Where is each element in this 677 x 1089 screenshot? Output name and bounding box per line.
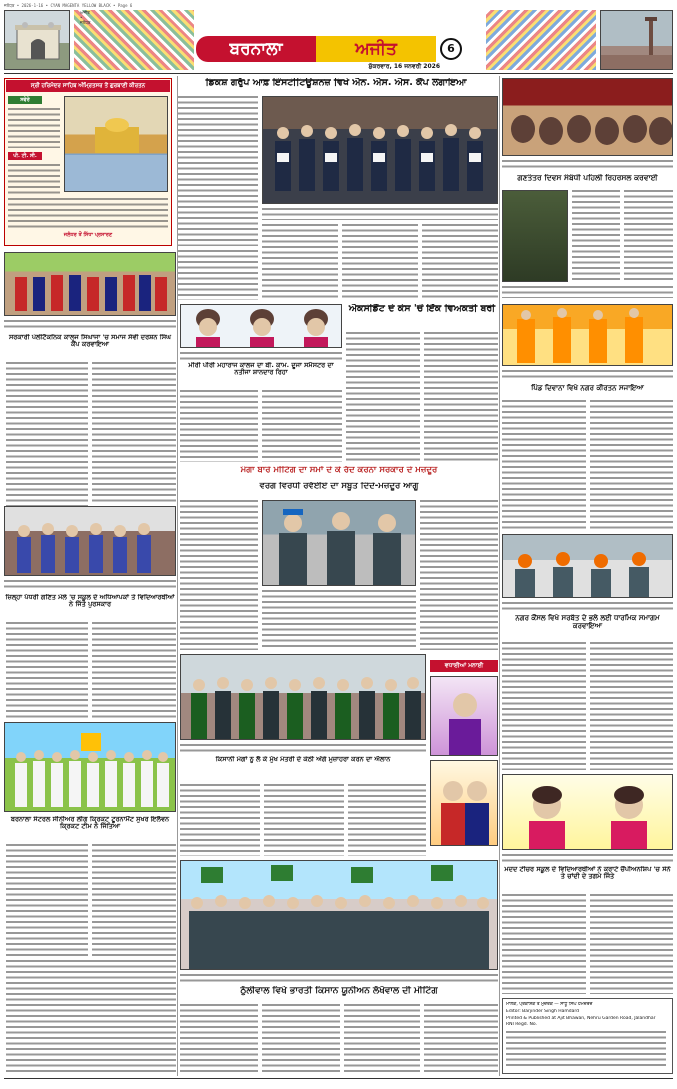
republic-day-col-2 <box>624 190 673 282</box>
math-fair-photo <box>4 506 176 576</box>
winning-students-art <box>503 775 673 850</box>
masthead-decor-right <box>486 10 596 70</box>
page-number: 6 <box>440 38 462 60</box>
republic-day-col-1 <box>572 190 620 282</box>
kisan-col-3 <box>348 784 426 856</box>
headline-cricket-tournament: ਬਰਨਾਲਾ ਸੰਟਰਲ ਸੀਨੀਅਰ ਲੀਗ ਕ੍ਰਿਕਟ ਟੂਰਨਾਮੈਂਟ ਸੁਖਰ ਇਲੈਵਨ ਕ੍ਰਿਕਟ ਟੀਮ ਨੇ ਜਿੱਤਿਆ <box>10 816 170 831</box>
headline-students-championship: ਮਦਦ ਟੀਚਰ ਸਕੂਲ ਦੇ ਵਿਦਿਆਰਥੀਆਂ ਨੇ ਕਰਾਟੇ ਚੈਂਪੀਅਨਸ਼ਿਪ 'ਚ ਸੋਨੇ ਤੇ ਚਾਂਦੀ ਦੇ ਤਗਮੇ ਜਿੱਤੇ <box>504 866 671 881</box>
headline-polytechnic-camp: ਸਰਕਾਰੀ ਪੋਲੀਟੈਕਨਿਕ ਕਾਲਜ ਸਿਘਾਜਾ 'ਚ ਸਮਾਜ ਸੇਵੀ ਦਰਸ਼ਨ ਸਿੰਘ ਕੈਂਪ ਕਰਵਾਇਆ <box>8 334 172 349</box>
kisan-meeting-col-1 <box>180 1004 258 1072</box>
masthead-decor-left <box>74 10 194 70</box>
imprint-body <box>506 1031 666 1067</box>
rally-gathering-photo <box>502 78 673 156</box>
kisan-meeting-photo <box>180 860 498 970</box>
students-portraits-art <box>181 305 342 348</box>
headline-labour-line1: ਮੰਗਾ ਬਾਰੇ ਮੀਟਿੰਗ ਦਾ ਸਮਾਂ ਦੇ ਕੇ ਰੱਦ ਕਰਨਾ ਸਰਕਾਰ ਦੇ ਮਜ਼ਦੂਰ <box>240 466 438 475</box>
labour-col-2 <box>262 590 416 650</box>
story-dikas-col-3 <box>342 224 418 300</box>
kisan-meeting-col-4 <box>424 1004 498 1072</box>
accident-col-2 <box>424 332 498 462</box>
headline-kisan-meeting: ਠੁੱਲੀਵਾਲ ਵਿਖੇ ਭਾਰਤੀ ਕਿਸਾਨ ਯੂਨੀਅਨ ਲੱਖੋਵਾਲ ਦੀ ਮੀਟਿੰਗ <box>240 986 438 996</box>
headline-accident-case: ਐਕਸੀਡੈਂਟ ਦੇ ਕੇਸ 'ਚੋਂ ਇੱਕ ਵਿਅਕਤੀ ਬਰੀ <box>348 304 496 314</box>
nagar-council-caption <box>502 602 673 610</box>
gate-photo-art <box>5 11 70 70</box>
labour-col-1 <box>180 500 258 650</box>
sidebar-text-2 <box>8 164 60 194</box>
kisan-union-protest-art <box>181 655 426 740</box>
kisan-union-protest-photo <box>180 654 426 740</box>
cricket-col-1 <box>6 844 88 956</box>
cricket-team-art <box>5 723 176 812</box>
column-rule-1 <box>177 76 178 1076</box>
nagar-council-col-1 <box>502 642 586 770</box>
portraits-caption <box>180 352 342 360</box>
golden-temple-photo <box>64 96 168 192</box>
story-dikas-col-1 <box>178 96 258 246</box>
sidebar-notice-title: ਸ੍ਰੀ ਹਰਿਮੰਦਰ ਸਾਹਿਬ ਅੰਮ੍ਰਿਤਸਰ ਤੋਂ ਗੁਰਬਾਣੀ ਕੀਰਤਨ <box>6 80 170 92</box>
math-fair-art <box>5 507 176 576</box>
birthday-photo-1 <box>430 676 498 756</box>
rally-photo-caption <box>502 160 673 170</box>
polytechnic-col-2 <box>92 362 176 502</box>
print-registration-line: ਜਲੰਧਰ • 2026-1-16 • CYAN MAGENTA YELLOW BLACK • Page 6 <box>4 3 133 8</box>
headline-college-result: ਮੀਰੀ ਪੀਰੀ ਮਹਾਰਾਜ ਕਾਲਜ ਦਾ ਬੀ. ਕਾਮ. ਦੂਜਾ ਸਮੈਸਟਰ ਦਾ ਨਤੀਜਾ ਸ਼ਾਨਦਾਰ ਰਿਹਾ <box>188 362 334 377</box>
footer-rule <box>4 1078 673 1079</box>
sidebar-text-1 <box>8 108 60 148</box>
masthead-left-tag: ਅਜੀਤ • ਜਲੰਧਰ <box>80 10 91 25</box>
kisan-meeting-art <box>181 861 498 970</box>
story-dikas-col-1b <box>178 250 258 300</box>
nagar-kirtan-caption <box>502 370 673 380</box>
masthead-gate-photo <box>4 10 70 70</box>
nagar-council-col-2 <box>590 642 673 770</box>
nagar-kirtan-col-1 <box>502 400 586 530</box>
masthead-date: ਸ਼ੁੱਕਰਵਾਰ, 16 ਜਨਵਰੀ 2026 <box>368 63 440 70</box>
sidebar-tag-ptc: ਪੀ. ਟੀ. ਸੀ. <box>8 152 42 160</box>
story-dikas-col-4 <box>422 224 498 300</box>
polytechnic-group-art <box>5 253 176 316</box>
math-fair-col-1 <box>6 622 88 718</box>
winning-students-caption <box>502 854 673 862</box>
headline-republic-day: ਗਣਤੰਤਰ ਦਿਵਸ ਸੰਬੰਧੀ ਪਹਿਲੀ ਰਿਹਰਸਲ ਕਰਵਾਈ <box>517 174 658 182</box>
sidebar-tag-morning: ਸਵੇਰੇ <box>8 96 42 104</box>
column-rule-2 <box>499 76 500 1076</box>
kisan-meeting-col-2 <box>262 1004 340 1072</box>
result-col-1 <box>180 390 258 462</box>
cricket-col-2 <box>92 844 176 956</box>
imprint-line-1: ਮਾਲਕ, ਪ੍ਰਕਾਸ਼ਕ ਤੇ ਮੁਦਰਕ — ਸਾਧੂ ਸਿੰਘ ਹਮਦਰਦ <box>506 1002 593 1007</box>
imprint-line-3: Printed & Published at Ajit Bhawan, Nehru Garden Road, Jalandhar <box>506 1015 656 1021</box>
math-fair-caption <box>4 580 176 590</box>
headline-labour-line2: ਵਰਗ ਵਿਰੋਧੀ ਰਵੱਈਏ ਦਾ ਸਬੂਤ ਦਿੰਦੇ-ਮਜ਼ਦੂਰ ਆਗੂ <box>259 482 419 491</box>
kisan-photo-caption <box>180 744 426 752</box>
accident-col-1 <box>346 332 420 462</box>
headline-dikas-camp: ਡਿਕਸ਼ ਗਰੁੱਪ ਆਫ਼ ਇੰਸਟੀਟਿਊਸ਼ਨਜ਼ ਵਿਖੇ ਐਨ. ਐਸ. ਐਸ. ਕੈਂਪ ਲਗਾਇਆ <box>205 78 467 88</box>
golden-temple-art <box>65 97 168 192</box>
polytechnic-group-photo <box>4 252 176 316</box>
kisan-col-1 <box>180 784 260 856</box>
polytechnic-photo-caption <box>4 320 176 330</box>
labour-col-3 <box>420 500 498 650</box>
republic-day-photo <box>502 190 568 282</box>
kisan-col-2 <box>264 784 344 856</box>
headline-nagar-kirtan: ਪਿੰਡ ਦਿਵਾਨਾ ਵਿਖੇ ਨਗਰ ਕੀਰਤਨ ਸਜਾਇਆ <box>531 384 644 392</box>
masthead-city: ਬਰਨਾਲਾ <box>196 36 316 62</box>
winning-students-photo <box>502 774 673 850</box>
headline-nagar-council: ਨਗਰ ਕੌਂਸਲ ਵਿਖੇ ਸਰਬੱਤ ਦੇ ਭਲੇ ਲਈ ਧਾਰਮਿਕ ਸਮਾਗਮ ਕਰਵਾਇਆ <box>515 614 660 631</box>
nagar-kirtan-col-2 <box>590 400 673 530</box>
kisan-meeting-caption <box>180 974 498 982</box>
result-col-2 <box>262 390 342 462</box>
students-col-2 <box>590 894 673 994</box>
imprint-box <box>502 998 673 1074</box>
bottom-left-col <box>6 960 176 1072</box>
birthday-photo-2 <box>430 760 498 846</box>
masthead-paper-name: ਅਜੀਤ <box>316 36 436 62</box>
republic-day-col-3 <box>502 286 673 298</box>
nagar-kirtan-photo <box>502 304 673 366</box>
math-fair-col-2 <box>92 622 176 718</box>
labour-leaders-art <box>263 501 416 586</box>
masthead-rule <box>4 73 673 74</box>
imprint-line-4: RNI Regd. No. <box>506 1022 537 1028</box>
students-group-photo <box>262 96 498 204</box>
cricket-team-photo <box>4 722 176 812</box>
nagar-council-art <box>503 535 673 598</box>
birthday-photo-2-art <box>431 761 498 846</box>
birthday-tag: ਵਧਾਈਆਂ ਮਨਾਈ <box>430 660 498 672</box>
imprint-line-2: Editor: Barjinder Singh Hamdard <box>506 1008 580 1014</box>
headline-district-math-fair: ਜ਼ਿਲ੍ਹਾ ਪੱਧਰੀ ਗਣਿਤ ਮੇਲੇ 'ਚ ਸਕੂਲ ਦੇ ਅਧਿਆਪਕਾਂ ਤੇ ਵਿਦਿਆਰਥੀਆਂ ਨੇ ਜਿੱਤੇ ਪੁਰਸਕਾਰ <box>5 594 175 609</box>
masthead-tower-photo <box>600 10 673 70</box>
birthday-photo-1-art <box>431 677 498 756</box>
tower-photo-art <box>601 11 673 70</box>
labour-leaders-photo <box>262 500 416 586</box>
students-portraits-photo <box>180 304 342 348</box>
story-dikas-col-2 <box>262 224 338 300</box>
headline-kisan-demands: ਕਿਸਾਨੀ ਮੰਗਾਂ ਨੂੰ ਲੈ ਕੇ ਮੁੱਖ ਮੰਤਰੀ ਦੇ ਕੋਠੀ ਅੱਗੇ ਮੁਜ਼ਾਹਰਾ ਕਰਨ ਦਾ ਐਲਾਨ <box>215 756 391 763</box>
kisan-meeting-col-3 <box>344 1004 420 1072</box>
students-group-art <box>263 97 498 204</box>
rally-gathering-art <box>503 79 673 156</box>
sidebar-text-3 <box>8 198 168 228</box>
nagar-kirtan-art <box>503 305 673 366</box>
students-col-1 <box>502 894 586 994</box>
nagar-council-photo <box>502 534 673 598</box>
students-photo-caption <box>262 208 498 220</box>
sidebar-notice-footer: ਜਲੰਧਰ ਤੋਂ ਸਿੱਧਾ ਪ੍ਰਸਾਰਣ <box>63 232 113 238</box>
